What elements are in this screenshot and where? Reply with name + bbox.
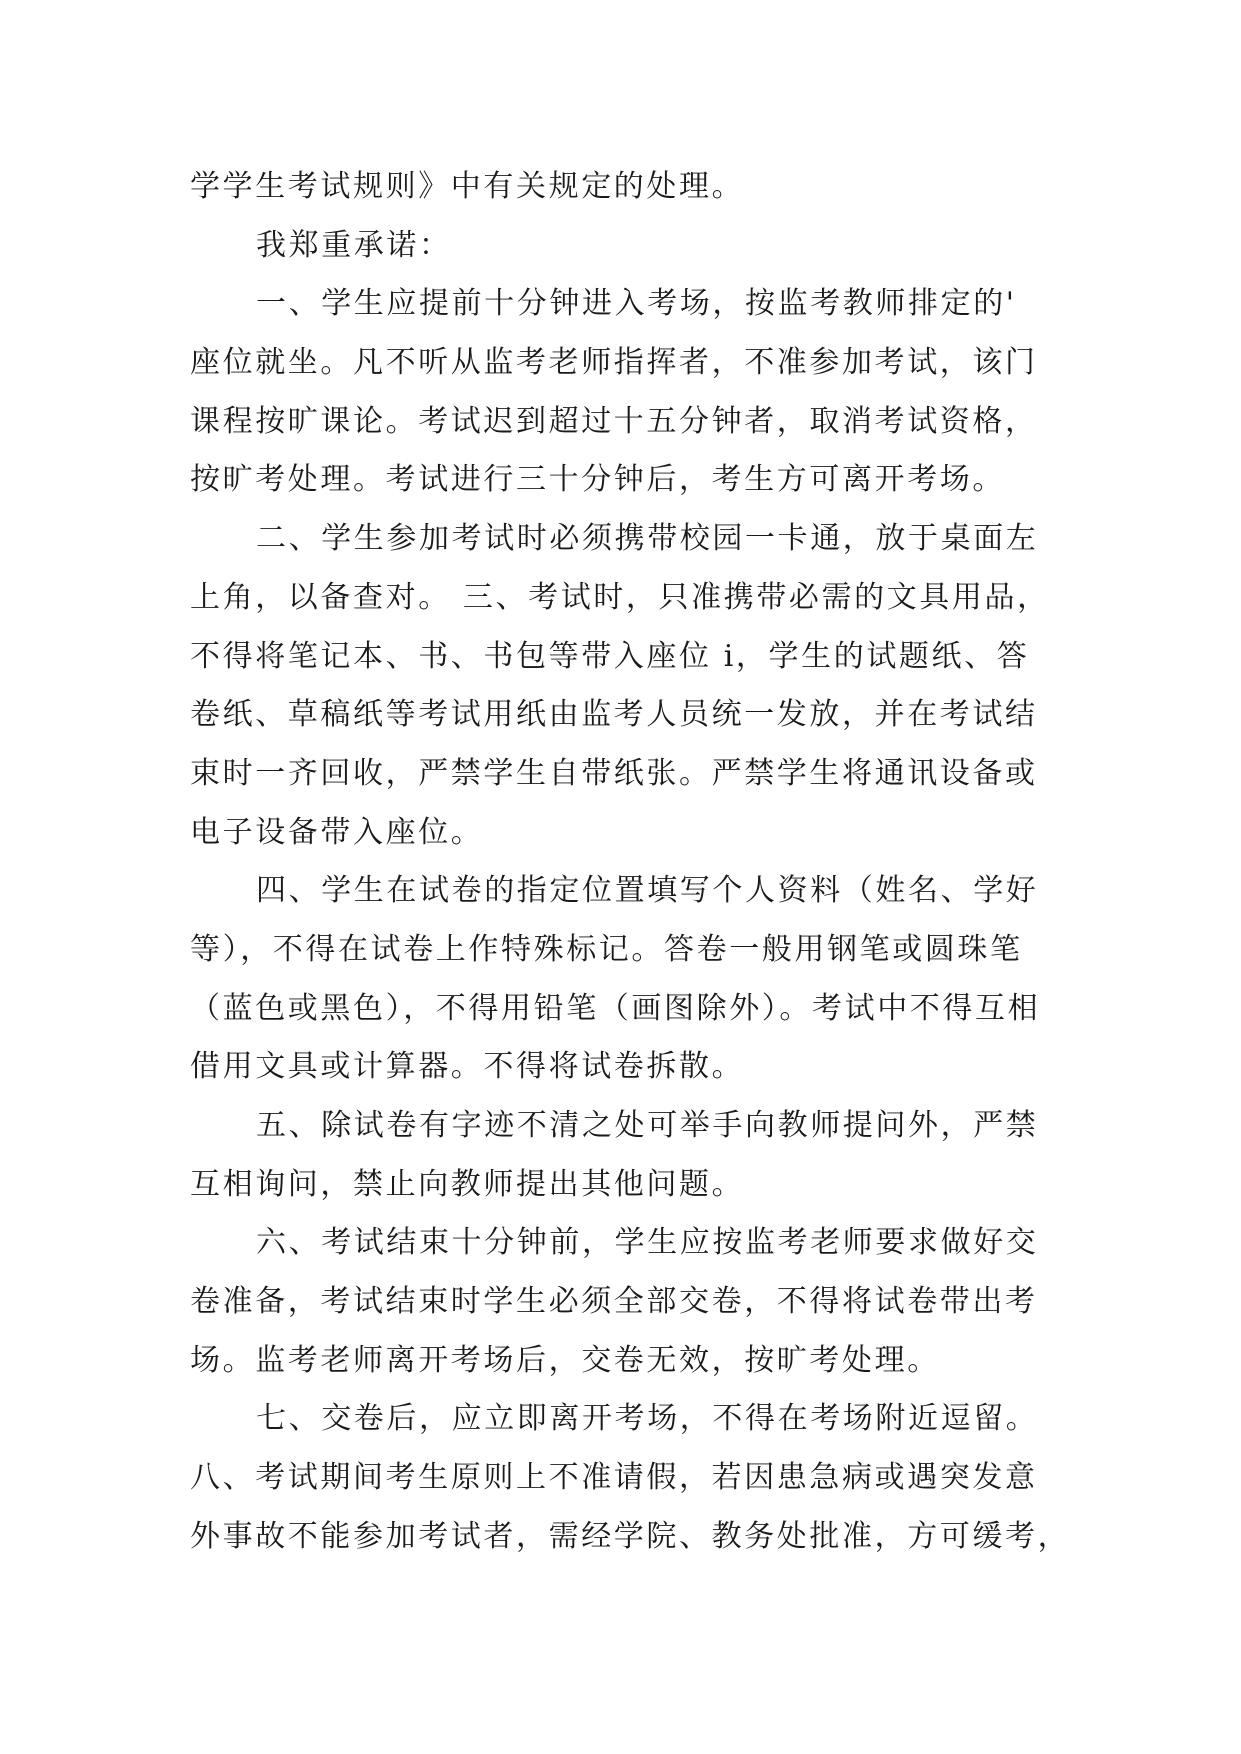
text-line: 六、考试结束十分钟前，学生应按监考老师要求做好交 bbox=[256, 1225, 1039, 1261]
text-line: 课程按旷课论。考试迟到超过十五分钟者，取消考试资格， bbox=[190, 403, 1038, 439]
text-line: 卷准备，考试结束时学生必须全部交卷，不得将试卷带出考 bbox=[190, 1284, 1038, 1320]
text-line: 互相询问，禁止向教师提出其他问题。 bbox=[190, 1166, 745, 1202]
text-line: 借用文具或计算器。不得将试卷拆散。 bbox=[190, 1049, 745, 1085]
text-line: 束时一齐回收，严禁学生自带纸张。严禁学生将通讯设备或 bbox=[190, 755, 1038, 791]
text-line: 等），不得在试卷上作特殊标记。答卷一般用钢笔或圆珠笔 bbox=[190, 931, 1023, 967]
text-line: 五、除试卷有字迹不清之处可举手向教师提问外，严禁 bbox=[256, 1108, 1039, 1143]
text-line: 外事故不能参加考试者，需经学院、教务处批准，方可缓考， bbox=[190, 1518, 1071, 1554]
text-line: （蓝色或黑色），不得用铅笔（画图除外）。考试中不得互相 bbox=[190, 990, 1041, 1026]
text-line: 四、学生在试卷的指定位置填写个人资料（姓名、学好 bbox=[256, 873, 1039, 909]
text-line: 二、学生参加考试时必须携带校园一卡通，放于桌面左 bbox=[256, 521, 1039, 557]
text-line: 不得将笔记本、书、书包等带入座位 i，学生的试题纸、答 bbox=[190, 638, 1030, 674]
text-line: 七、交卷后，应立即离开考场，不得在考场附近逗留。 bbox=[256, 1401, 1039, 1437]
text-line: 学学生考试规则》中有关规定的处理。 bbox=[190, 169, 745, 204]
text-line: 座位就坐。凡不听从监考老师指挥者，不准参加考试，该门 bbox=[190, 345, 1038, 381]
text-line: 按旷考处理。考试进行三十分钟后，考生方可离开考场。 bbox=[190, 462, 1005, 498]
text-line: 上角，以备查对。 三、考试时，只准携带必需的文具用品， bbox=[190, 579, 1050, 615]
text-line: 卷纸、草稿纸等考试用纸由监考人员统一发放，并在考试结 bbox=[190, 697, 1038, 733]
document-body bbox=[190, 158, 1070, 1567]
text-line: 我郑重承诺： bbox=[256, 227, 452, 263]
text-line: 八、考试期间考生原则上不准请假，若因患急病或遇突发意 bbox=[190, 1460, 1038, 1496]
text-line: 场。监考老师离开考场后，交卷无效，按旷考处理。 bbox=[190, 1342, 940, 1378]
text-line: 一、学生应提前十分钟进入考场，按监考教师排定的' bbox=[256, 286, 1017, 322]
text-line: 电子设备带入座位。 bbox=[190, 814, 484, 850]
